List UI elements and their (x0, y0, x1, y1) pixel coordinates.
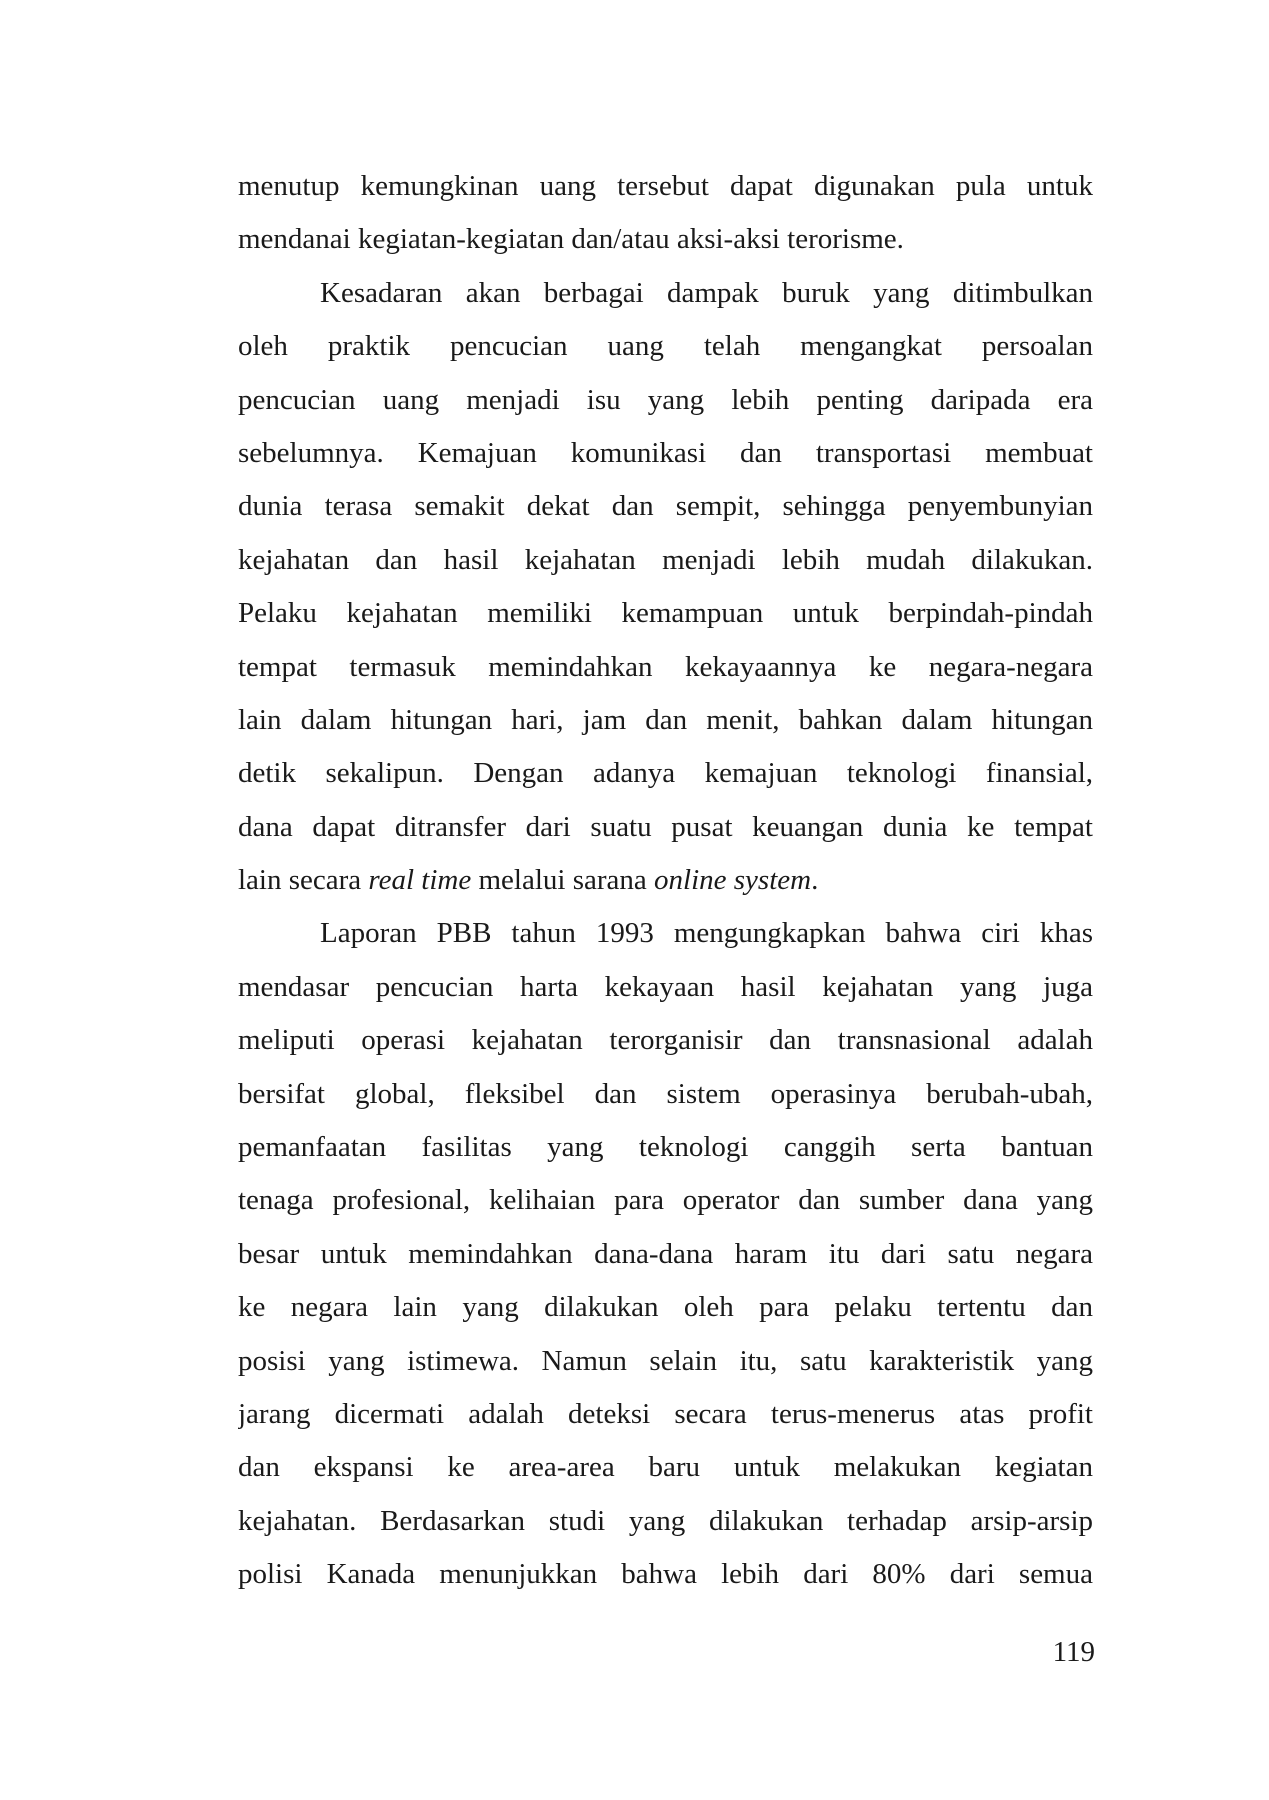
text-line-20 (238, 1174, 1093, 1227)
text-line-24 (238, 1388, 1093, 1441)
text-segment: pencucian uang menjadi isu yang lebih penting daripada era (238, 383, 1093, 416)
text-segment: . (811, 864, 819, 897)
text-segment: meliputi operasi kejahatan terorganisir dan transnasional adalah (238, 1024, 1093, 1057)
text-segment: dan ekspansi ke area-area baru untuk melakukan kegiatan (238, 1451, 1093, 1484)
text-line-23 (238, 1335, 1093, 1388)
text-line-13 (238, 801, 1093, 854)
text-segment: mendasar pencucian harta kekayaan hasil kejahatan yang juga (238, 970, 1093, 1003)
text-line-12 (238, 747, 1093, 800)
text-line-26 (238, 1495, 1093, 1548)
text-line-27 (238, 1548, 1093, 1601)
text-line-19 (238, 1121, 1093, 1174)
text-segment: bersifat global, fleksibel dan sistem operasinya berubah-ubah, (238, 1077, 1093, 1110)
text-line-25 (238, 1441, 1093, 1494)
text-line-7 (238, 480, 1093, 533)
text-line-16 (238, 961, 1093, 1014)
text-segment: jarang dicermati adalah deteksi secara terus-menerus atas profit (238, 1397, 1093, 1430)
text-segment: sebelumnya. Kemajuan komunikasi dan transportasi membuat (238, 436, 1093, 469)
text-line-6 (238, 427, 1093, 480)
text-segment: Kesadaran akan berbagai dampak buruk yang ditimbulkan (320, 276, 1093, 309)
text-line-14 (238, 854, 1093, 907)
text-line-1 (238, 160, 1093, 213)
text-segment: tempat termasuk memindahkan kekayaannya ke negara-negara (238, 650, 1093, 683)
body-text (238, 160, 1093, 1602)
text-segment: posisi yang istimewa. Namun selain itu, satu karakteristik yang (238, 1344, 1093, 1377)
text-segment: melalui sarana (471, 864, 655, 897)
text-line-11 (238, 694, 1093, 747)
text-line-15 (238, 907, 1093, 960)
text-line-10 (238, 641, 1093, 694)
text-line-22 (238, 1281, 1093, 1334)
text-segment: lain dalam hitungan hari, jam dan menit, bahkan dalam hitungan (238, 703, 1093, 736)
italic-text: online system (654, 864, 812, 897)
text-segment: polisi Kanada menunjukkan bahwa lebih dari 80% dari semua (238, 1558, 1093, 1591)
text-line-21 (238, 1228, 1093, 1281)
text-line-3 (238, 267, 1093, 320)
italic-text: real time (368, 864, 472, 897)
text-line-17 (238, 1014, 1093, 1067)
text-segment: Laporan PBB tahun 1993 mengungkapkan bahwa ciri khas (320, 917, 1093, 950)
text-line-5 (238, 374, 1093, 427)
text-segment: oleh praktik pencucian uang telah mengangkat persoalan (238, 330, 1093, 363)
text-segment: detik sekalipun. Dengan adanya kemajuan teknologi finansial, (238, 757, 1093, 790)
text-line-8 (238, 534, 1093, 587)
text-segment: dunia terasa semakit dekat dan sempit, sehingga penyembunyian (238, 490, 1093, 523)
text-line-2 (238, 213, 1093, 266)
text-line-18 (238, 1068, 1093, 1121)
text-segment: tenaga profesional, kelihaian para operator dan sumber dana yang (238, 1184, 1093, 1217)
text-segment: kejahatan. Berdasarkan studi yang dilakukan terhadap arsip-arsip (238, 1504, 1093, 1537)
text-segment: ke negara lain yang dilakukan oleh para pelaku tertentu dan (238, 1291, 1093, 1324)
text-segment: Pelaku kejahatan memiliki kemampuan untuk berpindah-pindah (238, 597, 1093, 630)
text-line-4 (238, 320, 1093, 373)
page-number: 119 (1052, 1636, 1095, 1668)
text-segment: kejahatan dan hasil kejahatan menjadi lebih mudah dilakukan. (238, 543, 1093, 576)
text-segment: besar untuk memindahkan dana-dana haram itu dari satu negara (238, 1237, 1093, 1270)
text-segment: dana dapat ditransfer dari suatu pusat keuangan dunia ke tempat (238, 810, 1093, 843)
text-segment: menutup kemungkinan uang tersebut dapat digunakan pula untuk (238, 170, 1093, 202)
text-segment: mendanai kegiatan-kegiatan dan/atau aksi-aksi terorisme. (238, 223, 904, 256)
text-line-9 (238, 587, 1093, 640)
text-segment: lain secara (238, 864, 369, 897)
text-segment: pemanfaatan fasilitas yang teknologi canggih serta bantuan (238, 1131, 1093, 1164)
